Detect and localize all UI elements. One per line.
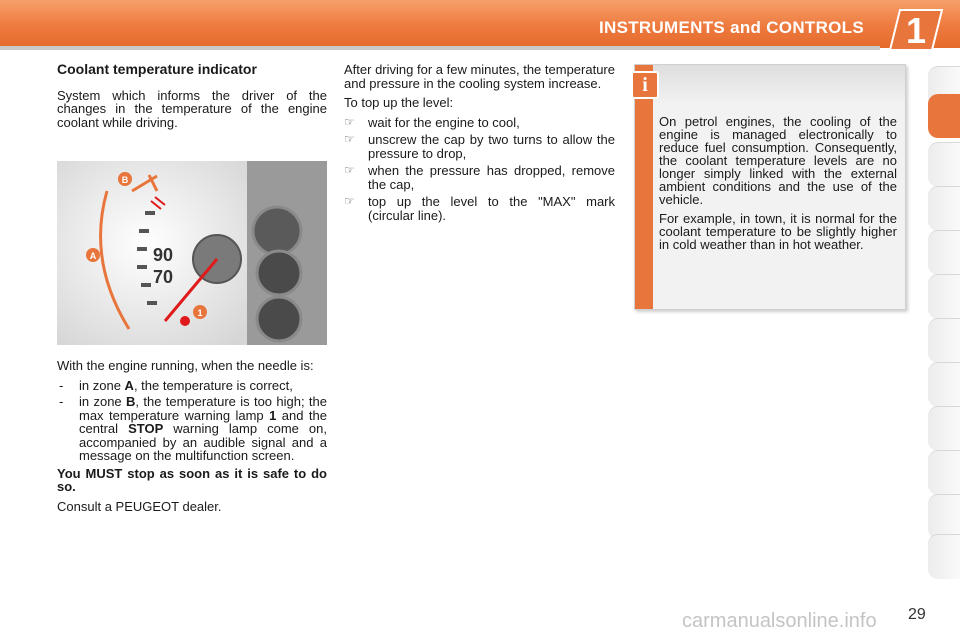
chapter-tab[interactable] [928, 494, 960, 539]
zone-list [57, 379, 327, 463]
chapter-tab[interactable] [928, 230, 960, 275]
top-up-steps [344, 116, 615, 223]
zone-b-item: - in zone B, the temperature is too high; the max temperature warning lamp 1 and the central STOP warning lamp come on, accompanied by an audible signal and a message on the multifunction screen. [57, 395, 327, 463]
step-item: ☞ when the pressure has dropped, remove the cap, [344, 163, 615, 192]
chapter-tab[interactable] [928, 274, 960, 319]
info-header-shade [653, 65, 905, 105]
zone-a-item: - in zone A, the temperature is correct, [57, 379, 327, 393]
chapter-tabs [928, 66, 960, 574]
gauge-label-1: 1 [197, 308, 203, 318]
watermark: carmanualsonline.info [682, 610, 877, 632]
pointing-hand-icon: ☞ [344, 194, 355, 208]
section-heading: Coolant temperature indicator [57, 61, 257, 77]
page-number: 29 [908, 606, 926, 623]
safety-warning: You MUST stop as soon as it is safe to do so. [57, 465, 327, 494]
consult-dealer: Consult a PEUGEOT dealer. [57, 498, 222, 514]
step-item: ☞ wait for the engine to cool, [344, 114, 520, 130]
info-paragraph: On petrol engines, the cooling of the engine is managed electronically to reduce fuel consumption. Consequently, the coolant temperature levels are no longer simply linked with the external ambient conditions and the use of the vehicle. [659, 114, 897, 207]
header-divider [0, 46, 880, 50]
info-text [659, 115, 897, 257]
chapter-tab[interactable] [928, 362, 960, 407]
middle-intro: After driving for a few minutes, the temperature and pressure in the cooling system increase. [344, 62, 615, 91]
chapter-tab[interactable] [928, 406, 960, 451]
gauge-label-b: B [121, 175, 129, 185]
left-column [57, 63, 327, 135]
chapter-tab[interactable] [928, 534, 960, 579]
step-item: ☞ top up the level to the "MAX" mark (circular line). [344, 194, 615, 223]
intro-paragraph: System which informs the driver of the changes in the temperature of the engine coolant while driving. [57, 87, 327, 130]
coolant-gauge-illustration [57, 161, 327, 345]
chapter-number: 1 [906, 10, 927, 51]
chapter-tab[interactable] [928, 186, 960, 231]
info-paragraph: For example, in town, it is normal for the coolant temperature to be slightly higher in cold weather than in hot weather. [659, 211, 897, 252]
step-item: ☞ unscrew the cap by two turns to allow the pressure to drop, [344, 132, 615, 161]
running-intro: With the engine running, when the needle is: [57, 358, 314, 373]
pointing-hand-icon: ☞ [344, 163, 355, 177]
left-column-lower [57, 359, 327, 519]
chapter-tab[interactable] [928, 318, 960, 363]
info-bar [635, 65, 653, 309]
chapter-tab[interactable] [928, 142, 960, 187]
info-icon: i [631, 71, 659, 99]
gauge-label-a: A [89, 251, 97, 261]
middle-column [344, 63, 615, 226]
gauge-tick-70: 70 [153, 267, 174, 287]
pointing-hand-icon: ☞ [344, 132, 355, 146]
chapter-tab[interactable] [928, 450, 960, 495]
top-up-heading: To top up the level: [344, 95, 454, 110]
pointing-hand-icon: ☞ [344, 114, 355, 129]
section-title: INSTRUMENTS and CONTROLS [598, 18, 864, 37]
chapter-tab-active[interactable] [928, 94, 960, 138]
gauge-tick-90: 90 [153, 245, 174, 265]
info-box [634, 64, 906, 310]
